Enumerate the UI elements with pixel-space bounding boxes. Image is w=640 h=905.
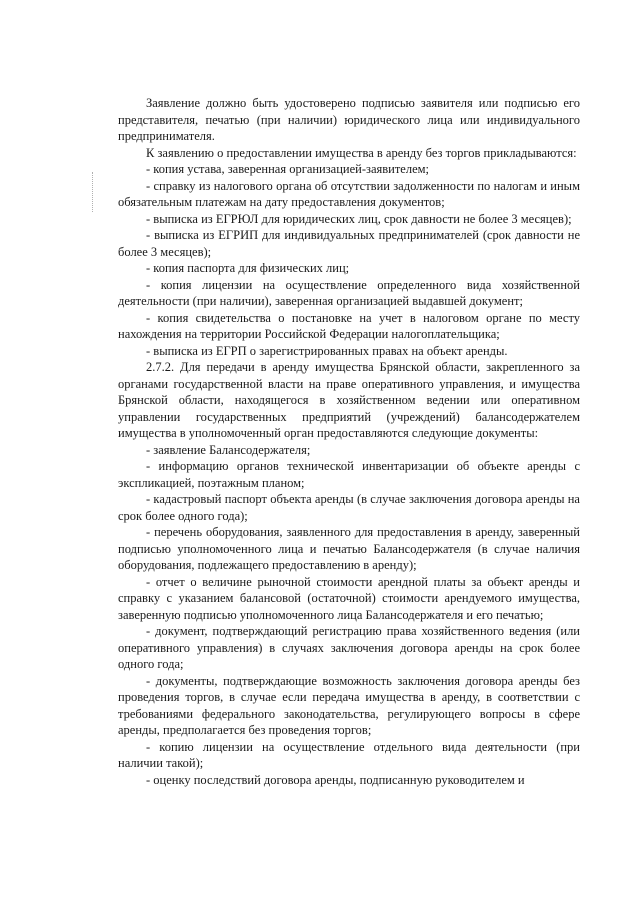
list-item-rent-valuation: - отчет о величине рыночной стоимости арендной платы за объект аренды и справку с указанием балансовой (остаточной) стоимости арендуемого имущества, заверенную подписью уполномоченного лица Балансодержателя и его печатью; [118, 574, 580, 622]
list-item-cadastral-passport: - кадастровый паспорт объекта аренды (в случае заключения договора аренды на срок более одного года); [118, 492, 580, 523]
list-item-no-tender-docs: - документы, подтверждающие возможность заключения договора аренды без проведения торгов, в случае если передача имущества в аренду, в соответствии с требованиями федерального законодательства, регулирующего вопросы в сфере аренды, предполагается без проведения торгов; [118, 673, 580, 737]
list-item-license-copy: - копия лицензии на осуществление определенного вида хозяйственной деятельности (при наличии), заверенная организацией выдавшей документ; [118, 277, 580, 308]
margin-scan-mark [92, 172, 94, 212]
list-item-right-registration: - документ, подтверждающий регистрацию права хозяйственного ведения (или оперативного управления) в случаях заключения договора аренды на срок более одного года; [118, 624, 580, 671]
list-item-consequences-assessment: - оценку последствий договора аренды, подписанную руководителем и [146, 772, 525, 787]
paragraph-signature-requirement: Заявление должно быть удостоверено подписью заявителя или подписью его представителя, печатью (при наличии) юридического лица или индивидуального предпринимателя. [118, 96, 580, 143]
list-item-egrul-extract: - выписка из ЕГРЮЛ для юридических лиц, срок давности не более 3 месяцев); [146, 211, 572, 226]
list-item-tax-certificate: - справку из налогового органа об отсутствии задолженности по налогам и иным обязательным платежам на дату предоставления документов; [118, 178, 580, 209]
list-item-inventory-info: - информацию органов технической инвентаризации об объекте аренды с экспликацией, поэтажным планом; [118, 459, 580, 490]
list-item-holder-application: - заявление Балансодержателя; [146, 442, 311, 457]
list-item-passport-copy: - копия паспорта для физических лиц; [146, 261, 350, 275]
paragraph-section-2-7-2: 2.7.2. Для передачи в аренду имущества Брянской области, закрепленного за органами государственной власти на праве оперативного управления, и имущества Брянской области, находящегося в хозяйственном ведении или оперативном управлении государственных предприятий (учреждений) балансодержателем имущества в уполномоченный орган предоставляются следующие документы: [118, 360, 580, 440]
list-item-egrp-extract: - выписка из ЕГРП о зарегистрированных правах на объект аренды. [146, 343, 508, 358]
document-page [118, 95, 580, 788]
list-item-activity-license: - копию лицензии на осуществление отдельного вида деятельности (при наличии такой); [118, 739, 580, 770]
list-item-equipment-list: - перечень оборудования, заявленного для предоставления в аренду, заверенный подписью уполномоченного лица и печатью Балансодержателя (в случае наличия оборудования, подлежащего предоставлению в аренду); [118, 525, 580, 572]
list-item-tax-registration: - копия свидетельства о постановке на учет в налоговом органе по месту нахождения на территории Российской Федерации налогоплательщика; [118, 310, 580, 341]
list-item-egrip-extract: - выписка из ЕГРИП для индивидуальных предпринимателей (срок давности не более 3 месяцев); [118, 228, 580, 259]
list-item-charter-copy: - копия устава, заверенная организацией-заявителем; [146, 162, 430, 176]
paragraph-attachments-intro: К заявлению о предоставлении имущества в аренду без торгов прикладываются: [146, 145, 577, 160]
